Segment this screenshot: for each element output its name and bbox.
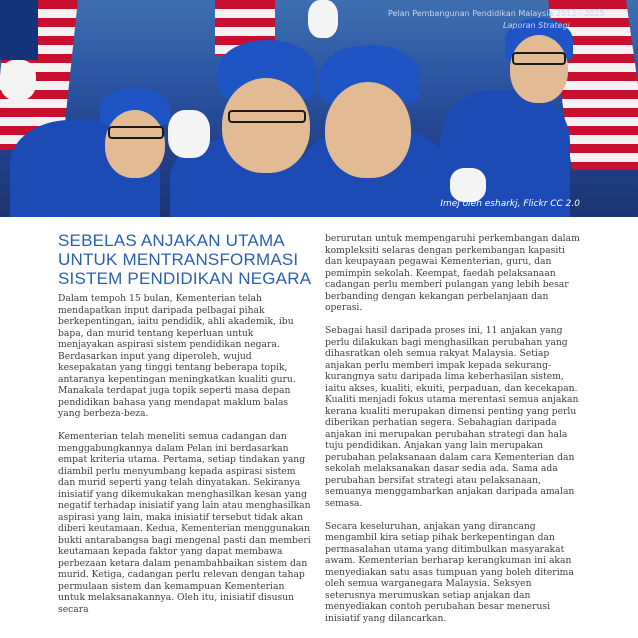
glove <box>308 0 338 38</box>
flag-left-canton <box>0 0 38 60</box>
article-title <box>58 231 312 288</box>
paragraph: berurutan untuk mempengaruhi perkembangan dalam kompleksiti selaras dengan perkembangan kapasiti dan keupayaan pegawai Kementerian, guru, dan pemimpin sekolah. Keempat, faedah pelaksanaan cadangan perlu memberi pulangan yang lebih besar berbanding dengan kekangan perbelanjaan dan operasi. <box>325 233 580 313</box>
report-title: Pelan Pembangunan Pendidikan Malaysia 2013 - 2025 <box>388 9 605 18</box>
student-face <box>105 110 165 178</box>
report-title-overlay <box>388 8 633 32</box>
glove <box>450 168 486 202</box>
glove <box>168 110 210 158</box>
glasses <box>108 126 164 139</box>
title-line: SEBELAS ANJAKAN UTAMA <box>58 231 285 250</box>
paragraph: Dalam tempoh 15 bulan, Kementerian telah mendapatkan input daripada pelbagai pihak berkepentingan, iaitu pendidik, ahli akademik, ibu bapa, dan murid tentang keperluan untuk menjayakan aspirasi sistem pendidikan negara. Berdasarkan input yang diperoleh, wujud kesepakatan yang tinggi tentang beberapa topik, antaranya kepentingan meningkatkan kualiti guru. Manakala terdapat juga topik seperti masa depan pendidikan bahasa yang mendapat maklum balas yang berbeza-beza. <box>58 293 296 419</box>
header-photo <box>0 0 638 217</box>
student-face <box>222 78 310 173</box>
glasses <box>228 110 306 123</box>
report-subtitle: Laporan Strategi <box>503 21 570 30</box>
glasses <box>512 52 566 65</box>
glove <box>0 60 36 100</box>
left-column <box>58 293 312 627</box>
title-line: SISTEM PENDIDIKAN NEGARA <box>58 269 312 288</box>
paragraph: Kementerian telah meneliti semua cadangan dan menggabungkannya dalam Pelan ini berdasarkan empat kriteria utama. Pertama, setiap tindakan yang diambil perlu menyumbang kepada aspirasi sistem dan murid seperti yang telah dinyatakan. Sekiranya inisiatif yang dikemukakan menghasilkan kesan yang negatif terhadap inisiatif yang lain atau menghasilkan aspirasi yang lain, maka inisiatif tersebut tidak akan diberi keutamaan. Kedua, Kementerian menggunakan bukti antarabangsa bagi mengenal pasti dan memberi keutamaan kepada faktor yang dapat membawa perbezaan ketara dalam penambahbaikan sistem dan murid. Ketiga, cadangan perlu relevan dengan tahap permulaan sistem dan kemampuan Kementerian untuk melaksanakannya. Oleh itu, inisiatif disusun secara <box>58 431 311 615</box>
photo-credit: Imej oleh esharkj, Flickr CC 2.0 <box>440 199 580 209</box>
right-column <box>325 233 583 636</box>
student-face <box>325 82 411 178</box>
paragraph: Secara keseluruhan, anjakan yang dirancang mengambil kira setiap pihak berkepentingan dan permasalahan utama yang ditimbulkan masyarakat awam. Kementerian berharap kerangkuman ini akan menyediakan satu asas tumpuan yang boleh diterima oleh semua warganegara Malaysia. Seksyen seterusnya merumuskan setiap anjakan dan menyediakan contoh perubahan besar menerusi inisiatif yang dilancarkan. <box>325 520 574 624</box>
student-face <box>510 35 568 103</box>
paragraph: Sebagai hasil daripada proses ini, 11 anjakan yang perlu dilakukan bagi menghasilkan perubahan yang dihasratkan oleh semua rakyat Malaysia. Setiap anjakan perlu memberi impak kepada sekurang-kurangnya satu daripada lima keberhasilan sistem, iaitu akses, kualiti, ekuiti, perpaduan, dan kecekapan. Kualiti menjadi fokus utama merentasi semua anjakan kerana kualiti merupakan dimensi penting yang perlu diberikan perhatian segera. Sebahagian daripada anjakan ini merupakan perubahan strategi dan hala tuju pendidikan. Anjakan yang lain merupakan perubahan pelaksanaan dalam cara Kementerian dan sekolah melaksanakan dasar sedia ada. Sama ada perubahan bersifat strategi atau pelaksanaan, semuanya menggambarkan anjakan daripada amalan semasa. <box>325 325 579 509</box>
title-line: UNTUK MENTRANSFORMASI <box>58 250 299 269</box>
